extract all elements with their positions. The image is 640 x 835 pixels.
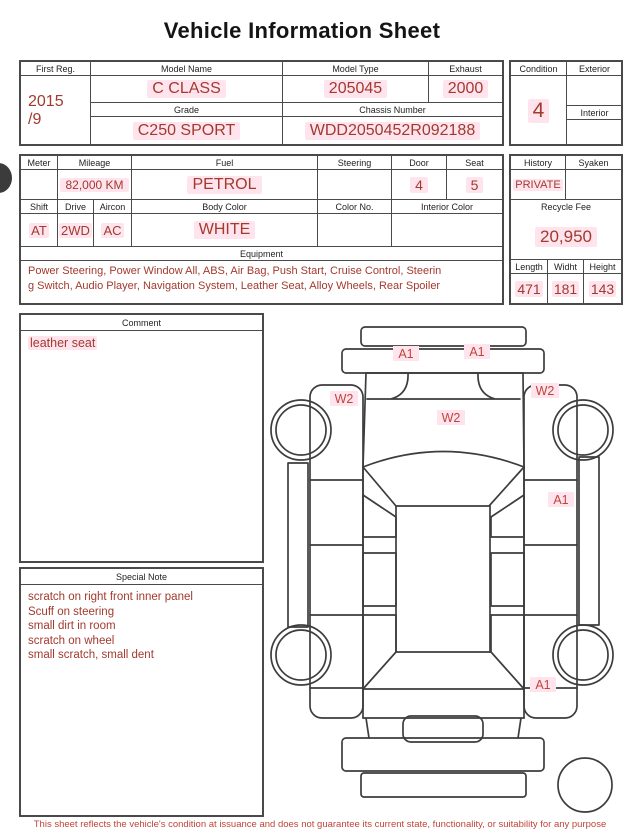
mileage-value: 82,000 KM (58, 170, 132, 200)
scan-artifact (0, 163, 12, 193)
damage-label (330, 391, 358, 406)
body-color-header: Body Color (132, 200, 318, 214)
first-reg-header: First Reg. (21, 62, 91, 76)
sill-strip-left (288, 463, 308, 627)
height-value: 143 (590, 280, 615, 297)
first-reg-value (21, 76, 91, 145)
sill-strip-right (579, 457, 599, 625)
damage-label (393, 346, 419, 361)
steering-header: Steering (318, 156, 392, 170)
fuel-value: PETROL (132, 170, 318, 200)
damage-label (464, 344, 490, 359)
recycle-fee-header: Recycle Fee (540, 202, 592, 212)
rear-panel (342, 738, 544, 771)
model-name-value: C CLASS (91, 76, 283, 103)
aircon-header: Aircon (94, 200, 132, 214)
seat-header: Seat (447, 156, 502, 170)
damage-label (437, 410, 465, 425)
height-header: Height (584, 260, 621, 274)
aircon-value: AC (94, 214, 132, 247)
history-value: PRIVATE (511, 170, 566, 200)
syaken-header: Syaken (566, 156, 621, 170)
shift-value: AT (21, 214, 58, 247)
door-value: 4 (392, 170, 447, 200)
condition-table (509, 60, 623, 146)
special-note-header: Special Note (21, 569, 262, 585)
color-no-header: Color No. (318, 200, 392, 214)
special-note-line: scratch on right front inner panel (28, 591, 193, 603)
roof (363, 467, 524, 718)
chassis-number-header: Chassis Number (283, 103, 502, 117)
history-recycle-table (509, 154, 623, 305)
interior-value (567, 120, 622, 145)
special-note-line: small dirt in room (28, 620, 116, 632)
syaken-value (566, 170, 621, 200)
window-rear-right (491, 553, 524, 606)
body-color-value: WHITE (132, 214, 318, 247)
model-type-header: Model Type (283, 62, 429, 76)
wheel-rear-left (271, 625, 331, 685)
model-type-value: 205045 (283, 76, 429, 103)
grade-header: Grade (91, 103, 283, 117)
damage-label (531, 383, 559, 398)
drive-value: 2WD (58, 214, 94, 247)
recycle-fee-value: 20,950 (511, 214, 621, 260)
rear-bumper (361, 773, 526, 797)
width-value: 181 (548, 274, 584, 303)
wheel-front-right (553, 400, 613, 460)
wheel-front-left (271, 400, 331, 460)
front-bumper (361, 327, 526, 346)
interior-color-header: Interior Color (392, 200, 502, 214)
length-header: Length (511, 260, 548, 274)
special-note-line: scratch on wheel (28, 634, 115, 647)
equipment-line-1: Power Steering, Power Window All, ABS, Air Bag, Push Start, Cruise Control, Steerin (28, 265, 442, 277)
comment-text: leather seat (30, 336, 96, 350)
mileage-header: Mileage (58, 156, 132, 170)
window-rear-left (363, 553, 396, 606)
svg-text:A1: A1 (469, 345, 485, 359)
front-panel (342, 349, 544, 373)
exhaust-value: 2000 (429, 76, 502, 103)
svg-text:W2: W2 (334, 392, 354, 406)
svg-text:A1: A1 (553, 493, 569, 507)
steering-value (318, 170, 392, 200)
door-header: Door (392, 156, 447, 170)
comment-header: Comment (21, 315, 262, 331)
meter-value (21, 170, 58, 200)
special-note-line: Scuff on steering (28, 605, 115, 618)
shift-header: Shift (21, 200, 58, 214)
pillar-rear-right (491, 615, 524, 689)
equipment-header: Equipment (21, 247, 502, 261)
seat-value: 5 (447, 170, 502, 200)
chassis-number-value: WDD2050452R092188 (283, 117, 502, 145)
pillar-rear-left (363, 615, 396, 689)
width-header: Widht (548, 260, 584, 274)
length-value: 471 (511, 274, 548, 303)
color-no-value (318, 214, 392, 247)
car-damage-diagram (263, 310, 638, 820)
wheel-rear-right (553, 625, 613, 685)
drive-header: Drive (58, 200, 94, 214)
vehicle-info-table (19, 60, 504, 146)
grade-value: C250 SPORT (91, 117, 283, 145)
svg-text:W2: W2 (441, 411, 461, 425)
equipment-value (21, 261, 502, 303)
side-panel-right (524, 385, 577, 718)
interior-header: Interior (567, 106, 622, 120)
exterior-value (567, 76, 622, 106)
interior-color-value (392, 214, 502, 247)
rear-window-trunk (363, 652, 524, 738)
damage-label (548, 492, 574, 507)
fuel-header: Fuel (132, 156, 318, 170)
vehicle-detail-table (19, 154, 504, 305)
page-title: Vehicle Information Sheet (163, 18, 441, 43)
svg-text:A1: A1 (535, 678, 551, 692)
special-note-box (19, 567, 264, 817)
exterior-header: Exterior (567, 62, 622, 76)
condition-value: 4 (511, 76, 567, 145)
model-name-header: Model Name (91, 62, 283, 76)
comment-box (19, 313, 264, 563)
side-panel-left (310, 385, 363, 718)
exhaust-header: Exhaust (429, 62, 502, 76)
damage-label (530, 677, 556, 692)
spare-wheel (558, 758, 612, 812)
equipment-line-2: g Switch, Audio Player, Navigation System, Leather Seat, Alloy Wheels, Rear Spoiler (28, 280, 441, 292)
side-panel-dividers (310, 480, 577, 688)
meter-header: Meter (21, 156, 58, 170)
condition-header: Condition (511, 62, 567, 76)
svg-text:A1: A1 (398, 347, 414, 361)
svg-text:W2: W2 (535, 384, 555, 398)
history-header: History (511, 156, 566, 170)
special-note-line: small scratch, small dent (28, 649, 154, 661)
first-reg-year: 2015 (28, 92, 64, 110)
disclaimer-text: This sheet reflects the vehicle's condition at issuance and does not guarantee its current state, functionality, or suitability for any purpose (33, 819, 607, 830)
special-note-text (21, 585, 262, 668)
windshield (363, 452, 524, 507)
first-reg-month: /9 (28, 110, 42, 128)
window-front-right (491, 495, 524, 537)
